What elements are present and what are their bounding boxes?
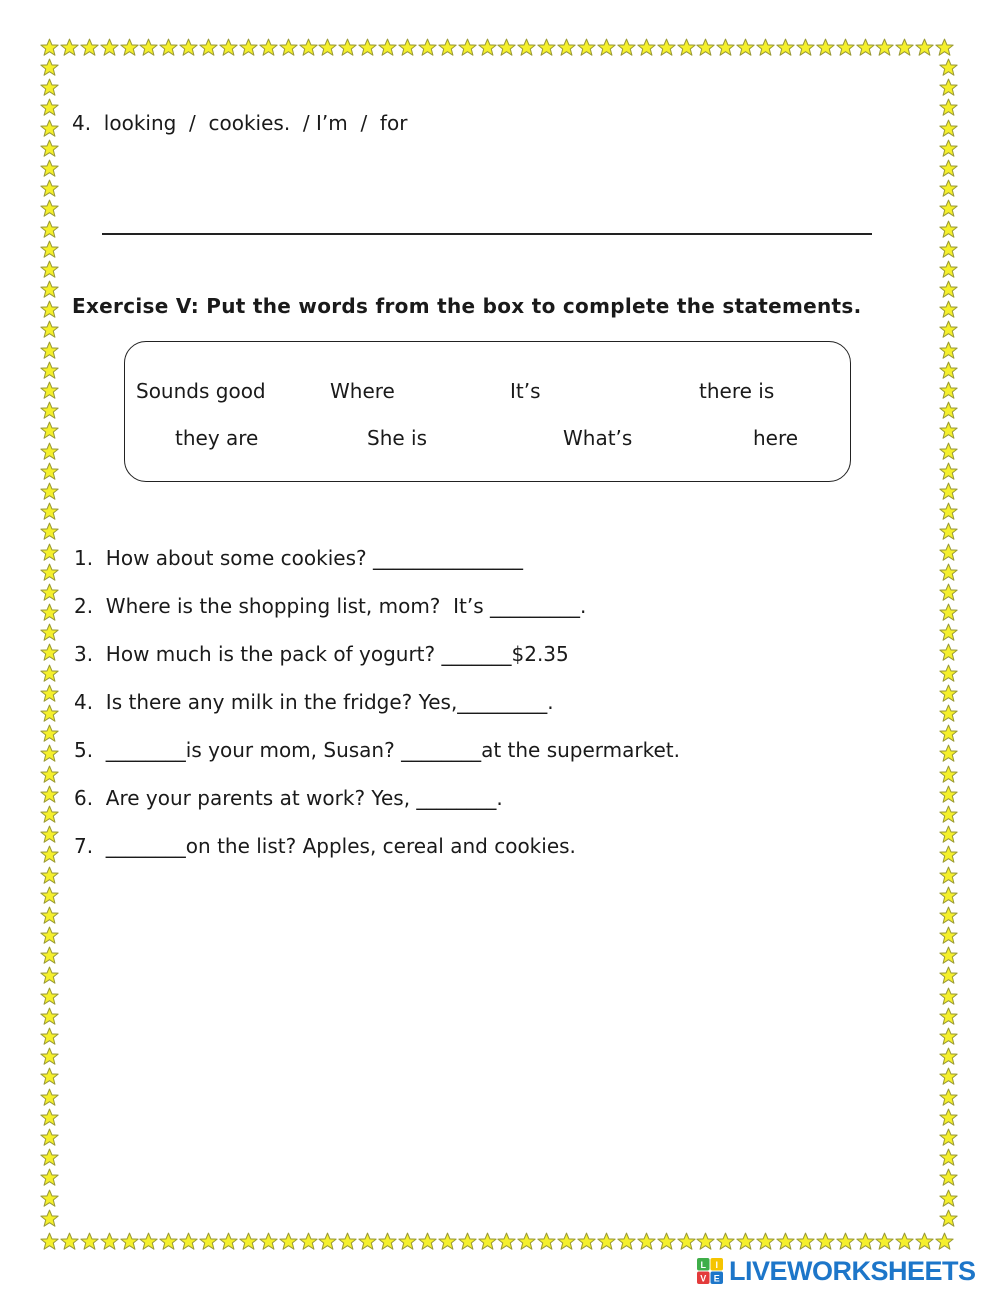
star-icon — [677, 38, 696, 57]
star-icon — [100, 38, 119, 57]
star-icon — [40, 603, 59, 622]
star-icon — [80, 38, 99, 57]
star-icon — [816, 1232, 835, 1251]
star-icon — [939, 684, 958, 703]
logo-letter: I — [715, 1259, 719, 1270]
star-icon — [279, 1232, 298, 1251]
star-icon — [836, 1232, 855, 1251]
word-option: Sounds good — [136, 379, 266, 403]
star-icon — [935, 38, 954, 57]
star-icon — [338, 38, 357, 57]
star-icon — [856, 1232, 875, 1251]
star-icon — [776, 1232, 795, 1251]
star-icon — [895, 38, 914, 57]
star-icon — [939, 280, 958, 299]
star-icon — [40, 825, 59, 844]
star-icon — [939, 1189, 958, 1208]
logo-letter: L — [700, 1259, 706, 1270]
star-icon — [577, 38, 596, 57]
star-icon — [939, 704, 958, 723]
star-icon — [478, 38, 497, 57]
star-icon — [179, 1232, 198, 1251]
star-icon — [939, 1027, 958, 1046]
star-icon — [259, 38, 278, 57]
star-icon — [537, 38, 556, 57]
star-icon — [617, 1232, 636, 1251]
star-border-right — [939, 58, 958, 1229]
star-icon — [40, 765, 59, 784]
star-icon — [939, 886, 958, 905]
star-icon — [939, 1047, 958, 1066]
star-icon — [939, 1168, 958, 1187]
star-icon — [939, 966, 958, 985]
star-icon — [40, 643, 59, 662]
star-icon — [939, 785, 958, 804]
star-icon — [179, 38, 198, 57]
star-icon — [40, 563, 59, 582]
star-icon — [40, 320, 59, 339]
star-icon — [40, 98, 59, 117]
star-icon — [939, 1067, 958, 1086]
star-icon — [199, 1232, 218, 1251]
star-icon — [40, 1088, 59, 1107]
star-icon — [279, 38, 298, 57]
star-icon — [159, 1232, 178, 1251]
star-icon — [40, 724, 59, 743]
star-icon — [40, 159, 59, 178]
star-icon — [875, 1232, 894, 1251]
star-icon — [40, 58, 59, 77]
star-icon — [939, 825, 958, 844]
star-icon — [40, 785, 59, 804]
star-icon — [939, 341, 958, 360]
star-icon — [40, 381, 59, 400]
star-icon — [40, 361, 59, 380]
star-icon — [939, 664, 958, 683]
star-icon — [40, 805, 59, 824]
star-icon — [716, 38, 735, 57]
star-icon — [497, 38, 516, 57]
star-icon — [239, 1232, 258, 1251]
star-icon — [40, 78, 59, 97]
star-icon — [557, 38, 576, 57]
star-icon — [895, 1232, 914, 1251]
star-icon — [939, 583, 958, 602]
star-icon — [398, 38, 417, 57]
star-icon — [199, 38, 218, 57]
star-icon — [40, 1027, 59, 1046]
star-icon — [139, 1232, 158, 1251]
star-icon — [40, 1047, 59, 1066]
star-icon — [299, 1232, 318, 1251]
star-icon — [939, 401, 958, 420]
star-icon — [40, 886, 59, 905]
star-icon — [637, 1232, 656, 1251]
star-icon — [796, 1232, 815, 1251]
star-icon — [40, 906, 59, 925]
star-icon — [597, 38, 616, 57]
star-icon — [40, 744, 59, 763]
star-icon — [939, 906, 958, 925]
star-icon — [939, 502, 958, 521]
star-icon — [939, 1088, 958, 1107]
star-icon — [756, 1232, 775, 1251]
star-icon — [40, 280, 59, 299]
logo-letter: E — [713, 1273, 720, 1284]
star-icon — [40, 926, 59, 945]
star-icon — [637, 38, 656, 57]
star-icon — [677, 1232, 696, 1251]
star-icon — [219, 1232, 238, 1251]
star-icon — [856, 38, 875, 57]
star-icon — [939, 845, 958, 864]
word-option: Where — [330, 379, 395, 403]
word-box — [124, 341, 851, 482]
question-7[interactable]: 7. ________on the list? Apples, cereal and cookies. — [74, 834, 576, 858]
star-icon — [438, 38, 457, 57]
star-icon — [939, 58, 958, 77]
star-icon — [617, 38, 636, 57]
star-icon — [939, 381, 958, 400]
star-icon — [696, 38, 715, 57]
star-icon — [776, 38, 795, 57]
star-icon — [40, 220, 59, 239]
star-icon — [40, 341, 59, 360]
star-icon — [497, 1232, 516, 1251]
star-icon — [939, 522, 958, 541]
star-icon — [816, 38, 835, 57]
star-icon — [939, 643, 958, 662]
logo-letter: V — [700, 1273, 707, 1284]
star-icon — [40, 623, 59, 642]
star-icon — [939, 442, 958, 461]
liveworksheets-logo — [697, 1256, 976, 1286]
star-icon — [935, 1232, 954, 1251]
star-icon — [40, 987, 59, 1006]
word-option: they are — [175, 426, 259, 450]
star-icon — [939, 765, 958, 784]
star-icon — [40, 845, 59, 864]
star-icon — [40, 1067, 59, 1086]
star-icon — [40, 664, 59, 683]
star-icon — [939, 1007, 958, 1026]
star-icon — [939, 179, 958, 198]
star-icon — [657, 1232, 676, 1251]
star-icon — [939, 482, 958, 501]
star-icon — [939, 563, 958, 582]
star-icon — [458, 38, 477, 57]
star-icon — [139, 38, 158, 57]
star-icon — [100, 1232, 119, 1251]
question-3[interactable]: 3. How much is the pack of yogurt? _______$2.35 — [74, 642, 569, 666]
brand-name: LIVEWORKSHEETS — [729, 1255, 976, 1286]
star-icon — [318, 38, 337, 57]
star-icon — [239, 38, 258, 57]
star-icon — [40, 946, 59, 965]
question-2[interactable]: 2. Where is the shopping list, mom? It’s _________. — [74, 594, 587, 618]
star-icon — [358, 1232, 377, 1251]
star-icon — [939, 139, 958, 158]
star-icon — [939, 199, 958, 218]
star-icon — [40, 1209, 59, 1228]
star-icon — [939, 1209, 958, 1228]
star-icon — [939, 260, 958, 279]
star-border-bottom — [40, 1232, 955, 1251]
star-icon — [40, 462, 59, 481]
star-icon — [40, 401, 59, 420]
star-icon — [418, 1232, 437, 1251]
star-icon — [318, 1232, 337, 1251]
star-icon — [418, 38, 437, 57]
star-icon — [40, 543, 59, 562]
star-icon — [40, 1232, 59, 1251]
star-icon — [939, 119, 958, 138]
star-icon — [299, 38, 318, 57]
star-icon — [40, 1148, 59, 1167]
star-icon — [40, 119, 59, 138]
star-icon — [939, 724, 958, 743]
star-icon — [939, 603, 958, 622]
star-icon — [939, 1128, 958, 1147]
star-icon — [40, 704, 59, 723]
star-icon — [40, 38, 59, 57]
star-icon — [40, 1108, 59, 1127]
star-icon — [120, 38, 139, 57]
star-icon — [537, 1232, 556, 1251]
star-border-top — [40, 38, 955, 57]
star-icon — [557, 1232, 576, 1251]
star-icon — [458, 1232, 477, 1251]
word-option: She is — [367, 426, 428, 450]
star-icon — [40, 684, 59, 703]
star-icon — [40, 1007, 59, 1026]
star-icon — [939, 543, 958, 562]
star-icon — [597, 1232, 616, 1251]
word-option: here — [753, 426, 799, 450]
star-icon — [875, 38, 894, 57]
star-icon — [939, 220, 958, 239]
question-1[interactable]: 1. How about some cookies? _______________ — [74, 546, 523, 570]
star-icon — [696, 1232, 715, 1251]
star-icon — [40, 199, 59, 218]
star-icon — [338, 1232, 357, 1251]
star-border-left — [40, 58, 59, 1229]
star-icon — [517, 38, 536, 57]
star-icon — [40, 522, 59, 541]
star-icon — [915, 38, 934, 57]
star-icon — [939, 78, 958, 97]
star-icon — [60, 1232, 79, 1251]
star-icon — [939, 361, 958, 380]
star-icon — [60, 38, 79, 57]
star-icon — [716, 1232, 735, 1251]
star-icon — [939, 866, 958, 885]
star-icon — [939, 744, 958, 763]
star-icon — [40, 421, 59, 440]
star-icon — [259, 1232, 278, 1251]
star-icon — [939, 98, 958, 117]
star-icon — [939, 320, 958, 339]
star-icon — [657, 38, 676, 57]
star-icon — [438, 1232, 457, 1251]
star-icon — [40, 179, 59, 198]
star-icon — [915, 1232, 934, 1251]
star-icon — [378, 1232, 397, 1251]
star-icon — [40, 866, 59, 885]
star-icon — [939, 1148, 958, 1167]
star-icon — [939, 623, 958, 642]
star-icon — [378, 38, 397, 57]
star-icon — [939, 300, 958, 319]
star-icon — [40, 583, 59, 602]
star-icon — [939, 1108, 958, 1127]
star-icon — [40, 300, 59, 319]
star-icon — [939, 240, 958, 259]
star-icon — [517, 1232, 536, 1251]
star-icon — [939, 926, 958, 945]
star-icon — [939, 987, 958, 1006]
previous-question-4: 4. looking / cookies. / I’m / for — [72, 111, 408, 135]
star-icon — [577, 1232, 596, 1251]
star-icon — [939, 421, 958, 440]
star-icon — [40, 240, 59, 259]
star-icon — [939, 159, 958, 178]
question-4[interactable]: 4. Is there any milk in the fridge? Yes,_________. — [74, 690, 554, 714]
star-icon — [40, 482, 59, 501]
star-icon — [40, 1128, 59, 1147]
word-option: It’s — [510, 379, 541, 403]
star-icon — [40, 502, 59, 521]
star-icon — [40, 1189, 59, 1208]
question-6[interactable]: 6. Are your parents at work? Yes, ________. — [74, 786, 503, 810]
star-icon — [756, 38, 775, 57]
star-icon — [40, 1168, 59, 1187]
star-icon — [478, 1232, 497, 1251]
star-icon — [736, 38, 755, 57]
star-icon — [40, 442, 59, 461]
word-option: there is — [699, 379, 775, 403]
star-icon — [939, 946, 958, 965]
star-icon — [40, 139, 59, 158]
question-5[interactable]: 5. ________is your mom, Susan? ________at the supermarket. — [74, 738, 681, 762]
answer-line[interactable] — [102, 233, 872, 235]
star-icon — [120, 1232, 139, 1251]
star-icon — [939, 462, 958, 481]
star-icon — [796, 38, 815, 57]
star-icon — [80, 1232, 99, 1251]
exercise-title: Exercise V: Put the words from the box to complete the statements. — [72, 294, 862, 318]
star-icon — [736, 1232, 755, 1251]
star-icon — [836, 38, 855, 57]
star-icon — [939, 805, 958, 824]
live-badge-icon — [697, 1258, 723, 1284]
star-icon — [40, 966, 59, 985]
star-icon — [358, 38, 377, 57]
star-icon — [40, 260, 59, 279]
star-icon — [159, 38, 178, 57]
star-icon — [398, 1232, 417, 1251]
star-icon — [219, 38, 238, 57]
word-option: What’s — [563, 426, 633, 450]
